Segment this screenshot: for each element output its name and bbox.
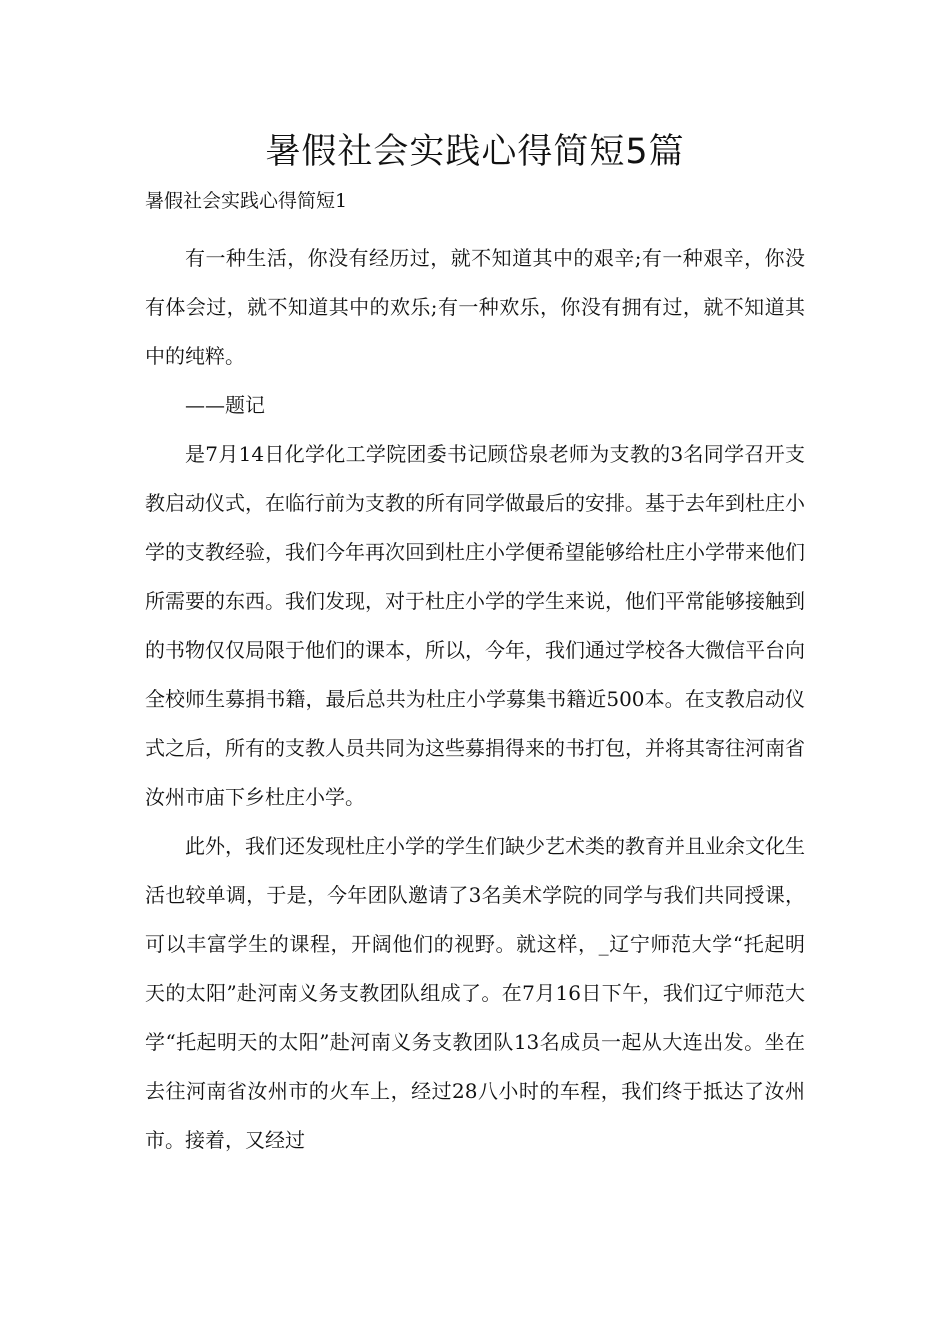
section-heading: 暑假社会实践心得简短1 <box>145 190 348 212</box>
document-title: 暑假社会实践心得简短5篇 <box>265 132 685 172</box>
paragraph-intro: 有一种生活，你没有经历过，就不知道其中的艰辛;有一种艰辛，你没有体会过，就不知道其中的欢乐;有一种欢乐，你没有拥有过，就不知道其中的纯粹。 <box>145 246 805 368</box>
paragraph-epigraph: ——题记 <box>185 393 265 417</box>
document-body <box>145 234 805 1165</box>
paragraph-team: 此外，我们还发现杜庄小学的学生们缺少艺术类的教育并且业余文化生活也较单调，于是，今年团队邀请了3名美术学院的同学与我们共同授课，可以丰富学生的课程，开阔他们的视野。就这样，_辽宁师范大学“托起明天的太阳”赴河南义务支教团队组成了。在7月16日下午，我们辽宁师范大学“托起明天的太阳”赴河南义务支教团队13名成员一起从大连出发。坐在去往河南省汝州市的火车上，经过28八小时的车程，我们终于抵达了汝州市。接着，又经过 <box>145 834 805 1152</box>
paragraph-launch: 是7月14日化学化工学院团委书记顾岱泉老师为支教的3名同学召开支教启动仪式，在临行前为支教的所有同学做最后的安排。基于去年到杜庄小学的支教经验，我们今年再次回到杜庄小学便希望能够给杜庄小学带来他们所需要的东西。我们发现，对于杜庄小学的学生来说，他们平常能够接触到的书物仅仅局限于他们的课本，所以，今年，我们通过学校各大微信平台向全校师生募捐书籍，最后总共为杜庄小学募集书籍近500本。在支教启动仪式之后，所有的支教人员共同为这些募捐得来的书打包，并将其寄往河南省汝州市庙下乡杜庄小学。 <box>145 442 805 809</box>
